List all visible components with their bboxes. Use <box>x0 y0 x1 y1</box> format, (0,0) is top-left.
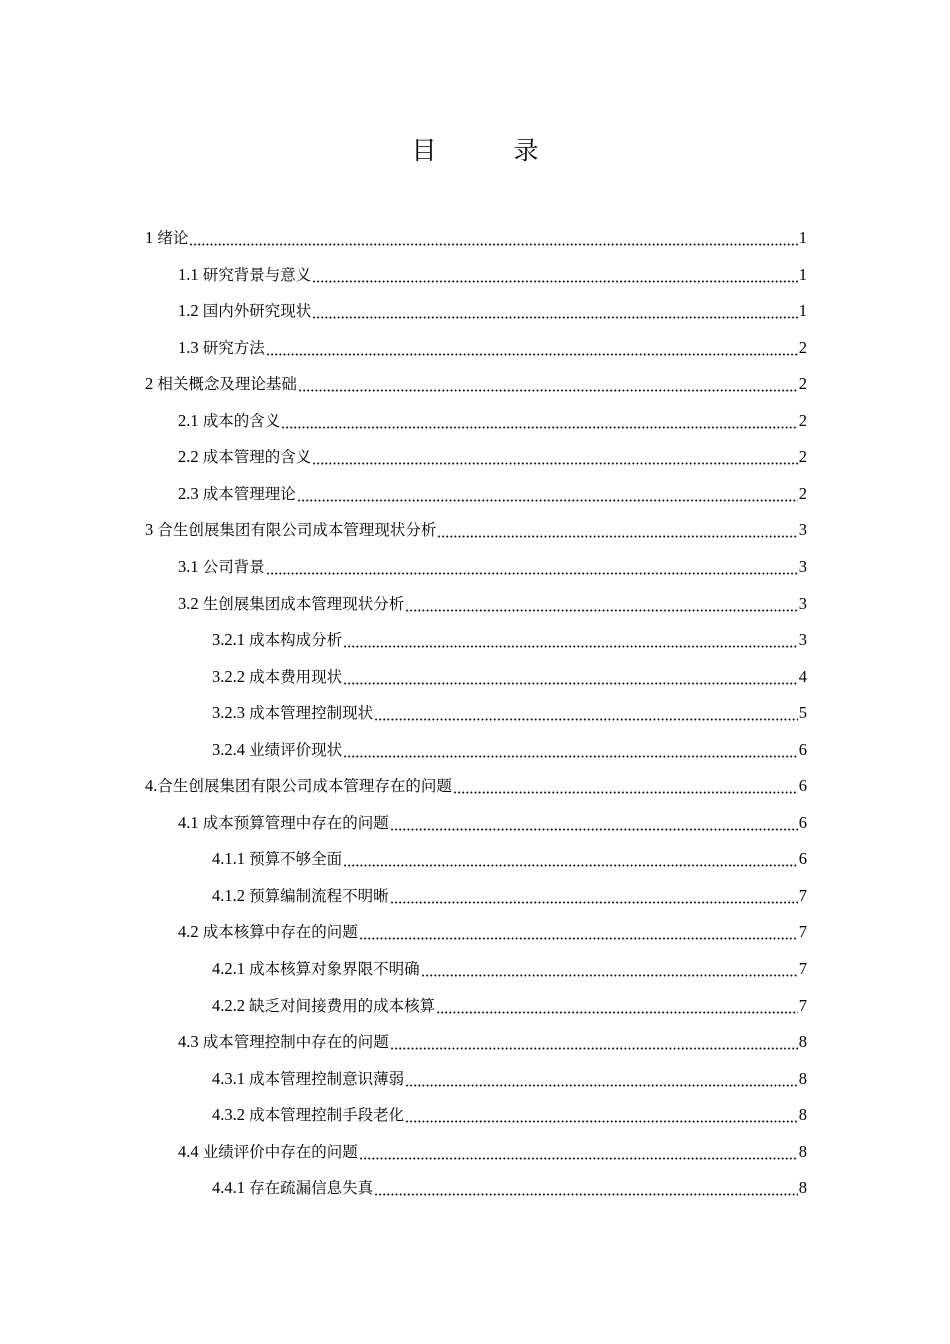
toc-entry-label: 公司背景 <box>202 557 265 576</box>
toc-entry-heading <box>212 993 435 1019</box>
toc-entry-label: 成本预算管理中存在的问题 <box>202 813 389 832</box>
toc-page-number: 6 <box>798 849 807 869</box>
toc-page-number: 2 <box>798 410 807 430</box>
toc-entry-number: 3 <box>145 520 154 540</box>
toc-page-number: 8 <box>798 1178 807 1198</box>
toc-page-number: 8 <box>798 1068 807 1088</box>
toc-entry[interactable] <box>178 481 807 507</box>
toc-dot-leader <box>189 226 797 246</box>
toc-page-number: 7 <box>798 959 807 978</box>
toc-entry-label: 成本费用现状 <box>249 667 343 686</box>
toc-dot-leader <box>405 592 797 612</box>
toc-page-number: 4 <box>798 666 807 686</box>
toc-entry-heading <box>178 408 280 434</box>
toc-entry-number: 4.2 <box>178 922 199 942</box>
toc-entry-number: 3.1 <box>178 556 199 576</box>
toc-entry-label: 预算编制流程不明晰 <box>249 886 389 905</box>
toc-entry-heading <box>178 554 265 580</box>
toc-dot-leader <box>421 957 798 977</box>
toc-dot-leader <box>343 738 798 758</box>
toc-page-number: 3 <box>798 520 807 540</box>
toc-entry-heading <box>145 773 452 799</box>
toc-dot-leader <box>453 774 798 794</box>
toc-entry-number: 2.3 <box>178 483 199 503</box>
toc-page-number: 3 <box>798 630 807 650</box>
toc-page-number: 1 <box>798 264 807 284</box>
toc-page-number: 8 <box>798 1141 807 1161</box>
toc-entry[interactable] <box>212 1102 807 1128</box>
toc-dot-leader <box>298 372 798 392</box>
toc-dot-leader <box>390 811 798 831</box>
toc-entry-label: 成本构成分析 <box>249 631 343 650</box>
toc-entry-heading <box>178 481 296 507</box>
toc-entry-heading <box>212 737 342 763</box>
toc-entry-number: 4.3.2 <box>212 1105 245 1125</box>
toc-page-number: 8 <box>798 1032 807 1052</box>
toc-dot-leader <box>359 1140 798 1160</box>
toc-entry-heading <box>212 883 389 909</box>
toc-dot-leader <box>405 1067 798 1087</box>
toc-entry-number: 4. <box>145 776 158 796</box>
toc-page-number: 7 <box>798 922 807 942</box>
toc-dot-leader <box>266 336 798 356</box>
toc-entry-heading <box>178 1139 358 1165</box>
toc-entry-number: 3.2.1 <box>212 630 245 650</box>
toc-entry[interactable] <box>178 1029 807 1055</box>
toc-page-number: 2 <box>798 483 807 503</box>
toc-entry-label: 成本管理控制手段老化 <box>249 1106 405 1125</box>
toc-entry-heading <box>212 956 420 982</box>
toc-dot-leader <box>312 299 797 319</box>
toc-entry[interactable] <box>178 298 807 324</box>
toc-entry[interactable] <box>145 371 807 397</box>
toc-page-number: 1 <box>798 301 807 321</box>
toc-dot-leader <box>405 1103 798 1123</box>
toc-entry-label: 业绩评价现状 <box>249 740 343 759</box>
toc-entry[interactable] <box>178 262 807 288</box>
toc-dot-leader <box>390 884 798 904</box>
toc-entry-number: 4.2.2 <box>212 995 245 1015</box>
toc-entry-number: 3.2 <box>178 593 199 613</box>
toc-dot-leader <box>343 628 798 648</box>
toc-page-number: 7 <box>798 995 807 1015</box>
toc-dot-leader <box>437 518 797 538</box>
toc-entry-heading <box>145 517 436 543</box>
toc-entry-number: 2.1 <box>178 410 199 430</box>
toc-entry[interactable] <box>178 1139 807 1165</box>
toc-page-number: 8 <box>798 1105 807 1125</box>
toc-dot-leader <box>312 445 797 465</box>
toc-dot-leader <box>359 920 798 940</box>
toc-dot-leader <box>374 1176 798 1196</box>
toc-entry-label: 生创展集团成本管理现状分析 <box>202 594 405 613</box>
toc-entry-label: 成本核算对象界限不明确 <box>249 960 420 978</box>
toc-dot-leader <box>343 847 798 867</box>
toc-entry-number: 4.2.1 <box>212 959 245 978</box>
toc-entry-number: 1.3 <box>178 337 199 357</box>
toc-entry[interactable] <box>212 1175 807 1201</box>
toc-dot-leader <box>390 1030 798 1050</box>
toc-entry-number: 3.2.4 <box>212 739 245 759</box>
toc-entry-number: 2.2 <box>178 447 199 467</box>
toc-page-number: 6 <box>798 739 807 759</box>
toc-entry[interactable] <box>178 810 807 836</box>
toc-entry[interactable] <box>178 335 807 361</box>
toc-entry-heading <box>178 444 311 470</box>
toc-entry-number: 4.4 <box>178 1141 199 1161</box>
toc-entry-heading <box>212 846 342 872</box>
toc-entry-number: 4.4.1 <box>212 1178 245 1198</box>
toc-entry[interactable] <box>212 627 807 653</box>
toc-entry-label: 成本管理控制现状 <box>249 704 374 723</box>
toc-dot-leader <box>297 482 798 502</box>
toc-entry-label: 相关概念及理论基础 <box>157 375 297 394</box>
toc-entry[interactable] <box>145 517 807 543</box>
toc-entry-label: 成本管理控制中存在的问题 <box>202 1033 389 1052</box>
toc-dot-leader <box>266 555 798 575</box>
toc-entry-number: 4.3 <box>178 1032 199 1052</box>
toc-entry-number: 3.2.3 <box>212 703 245 723</box>
toc-entry-label: 成本管理理论 <box>202 484 296 503</box>
toc-page-number: 6 <box>798 812 807 832</box>
toc-entry[interactable] <box>178 408 807 434</box>
toc-entry[interactable] <box>212 846 807 872</box>
toc-entry-label: 研究方法 <box>202 338 265 357</box>
toc-entry-heading <box>145 371 297 397</box>
toc-entry-label: 缺乏对间接费用的成本核算 <box>249 996 436 1015</box>
toc-entry[interactable] <box>212 1066 807 1092</box>
toc-entry[interactable] <box>212 993 807 1019</box>
toc-entry-label: 研究背景与意义 <box>202 265 312 284</box>
toc-page-number: 6 <box>798 776 807 796</box>
toc-entry[interactable] <box>212 883 807 909</box>
toc-dot-leader <box>436 994 798 1014</box>
toc-entry[interactable] <box>178 444 807 470</box>
toc-dot-leader <box>281 409 797 429</box>
toc-page-number: 7 <box>798 885 807 905</box>
toc-entry-heading <box>178 810 389 836</box>
toc-entry-number: 1.1 <box>178 264 199 284</box>
toc-entry[interactable] <box>212 737 807 763</box>
toc-page-number: 2 <box>798 337 807 357</box>
toc-entry-number: 2 <box>145 374 154 394</box>
toc-entry-label: 成本核算中存在的问题 <box>202 923 358 942</box>
toc-entry-number: 4.1 <box>178 812 199 832</box>
toc-entry[interactable] <box>178 591 807 617</box>
toc-page-number: 3 <box>798 593 807 613</box>
toc-entry-label: 绪论 <box>157 229 189 247</box>
toc-entry-heading <box>178 335 265 361</box>
toc-page-number: 2 <box>798 374 807 394</box>
toc-entry-number: 1.2 <box>178 301 199 321</box>
toc-entry-number: 4.1.2 <box>212 885 245 905</box>
toc-entry-heading <box>212 627 342 653</box>
page-title: 目 录 <box>411 136 565 165</box>
toc-entry[interactable] <box>212 700 807 726</box>
toc-page-number: 2 <box>798 447 807 467</box>
toc-dot-leader <box>343 665 798 685</box>
toc-entry-heading <box>212 700 373 726</box>
toc-entry-label: 成本管理的含义 <box>202 448 312 467</box>
toc-page-number: 3 <box>798 556 807 576</box>
toc-page-number: 1 <box>798 228 807 247</box>
toc-entry-number: 4.1.1 <box>212 849 245 869</box>
toc-entry-heading <box>145 225 188 251</box>
toc-entry[interactable] <box>145 773 807 799</box>
toc-entry-label: 合生创展集团有限公司成本管理现状分析 <box>157 521 437 540</box>
toc-entry-label: 成本管理控制意识薄弱 <box>249 1069 405 1088</box>
toc-entry[interactable] <box>145 225 807 251</box>
toc-dot-leader <box>374 701 798 721</box>
toc-entry-number: 4.3.1 <box>212 1068 245 1088</box>
toc-entry-label: 存在疏漏信息失真 <box>249 1179 374 1198</box>
toc-entry[interactable] <box>212 956 807 982</box>
toc-entry-heading <box>212 1102 404 1128</box>
toc-entry-heading <box>212 664 342 690</box>
toc-entry-heading <box>178 591 404 617</box>
toc-entry-heading <box>178 919 358 945</box>
toc-entry-label: 成本的含义 <box>202 411 281 430</box>
toc-entry[interactable] <box>178 554 807 580</box>
toc-entry-number: 3.2.2 <box>212 666 245 686</box>
toc-dot-leader <box>312 263 797 283</box>
toc-entry-heading <box>212 1066 404 1092</box>
toc-entry[interactable] <box>178 919 807 945</box>
toc-entry-heading <box>178 1029 389 1055</box>
toc-entry-number: 1 <box>145 228 154 247</box>
toc-entry-heading <box>178 262 311 288</box>
toc-entry-heading <box>178 298 311 324</box>
toc-page-number: 5 <box>798 703 807 723</box>
toc-entry[interactable] <box>212 664 807 690</box>
toc-entry-heading <box>212 1175 373 1201</box>
toc-entry-label: 预算不够全面 <box>249 850 343 869</box>
toc-entry-label: 国内外研究现状 <box>202 302 312 321</box>
toc-entry-label: 合生创展集团有限公司成本管理存在的问题 <box>157 777 452 796</box>
toc-entry-label: 业绩评价中存在的问题 <box>202 1142 358 1161</box>
